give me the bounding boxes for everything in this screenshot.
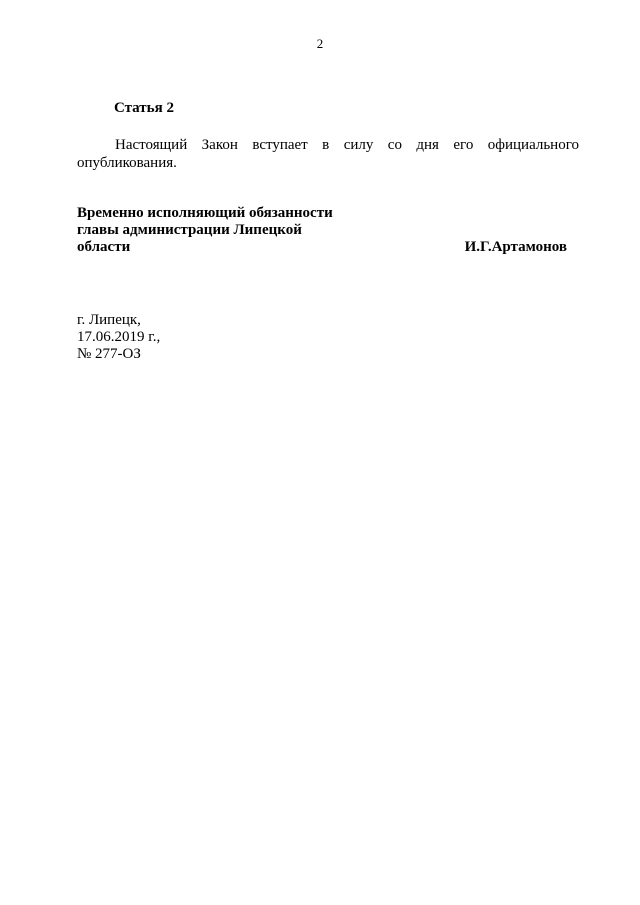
signatory-position-line: Временно исполняющий обязанности [77, 205, 333, 221]
page-number: 2 [316, 36, 324, 51]
signature-row [77, 239, 567, 256]
article-heading: Статья 2 [114, 100, 174, 116]
place-date-block [77, 312, 160, 363]
signatory-position-line: области [77, 239, 131, 255]
law-number-line: № 277-ОЗ [77, 346, 141, 362]
signature-block [77, 205, 567, 256]
date-line: 17.06.2019 г., [77, 329, 161, 345]
signatory-position-line: главы администрации Липецкой [77, 222, 302, 238]
signatory-name: И.Г.Артамонов [464, 239, 567, 255]
article-paragraph: Настоящий Закон вступает в силу со дня его официального опубликования. [77, 137, 579, 171]
city-line: г. Липецк, [77, 312, 141, 328]
